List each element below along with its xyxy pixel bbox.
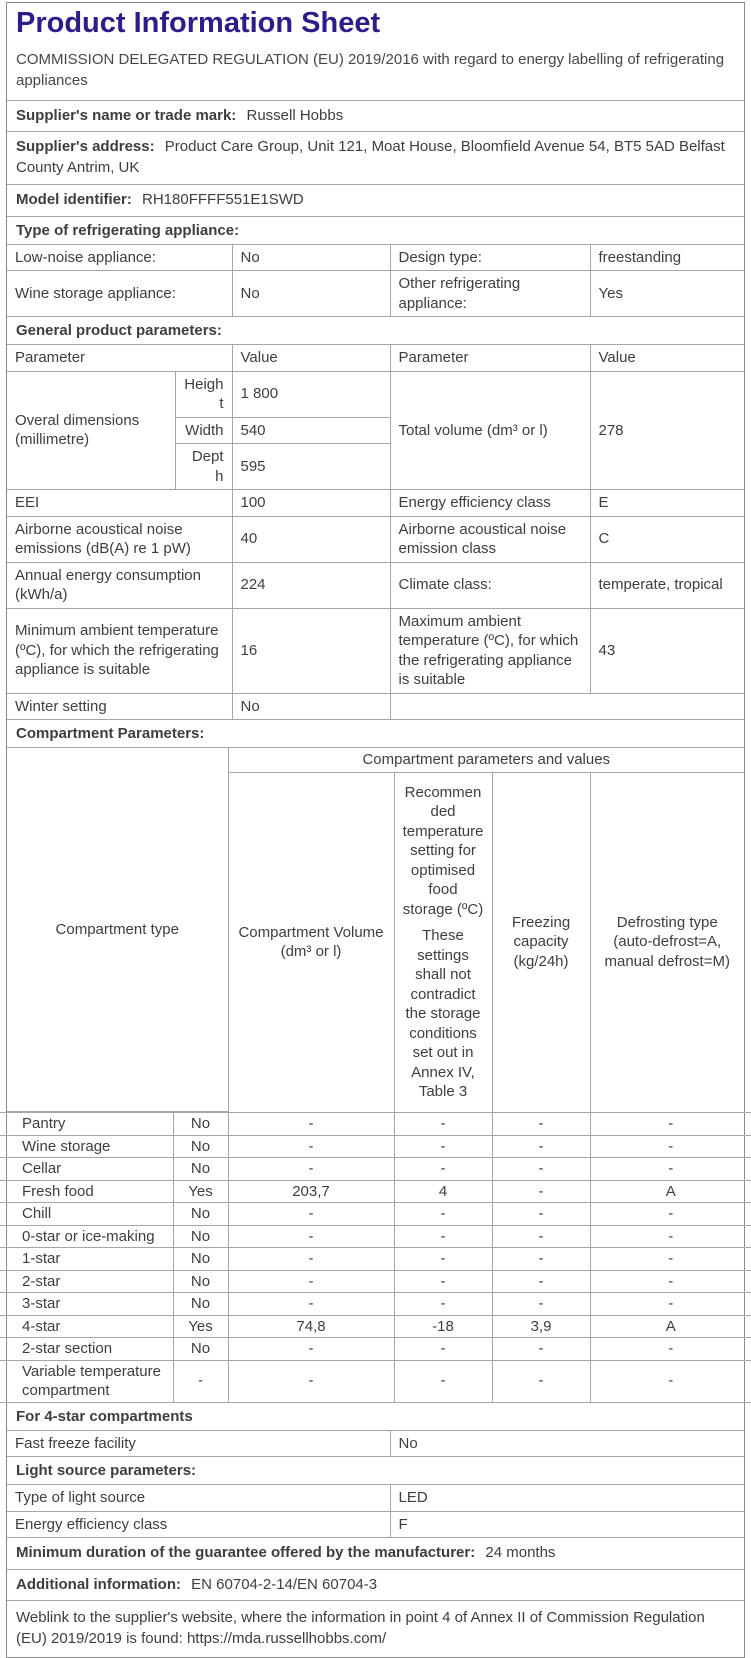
compartment-defrost-cell: A bbox=[590, 1315, 751, 1338]
compartment-present-cell: No bbox=[173, 1113, 228, 1136]
table-row bbox=[7, 516, 744, 562]
compartment-defrost-cell: - bbox=[590, 1270, 751, 1293]
supplier-address-value: Product Care Group, Unit 121, Moat House, Bloomfield Avenue 54, BT5 5AD Belfast County Antrim, UK bbox=[16, 138, 725, 177]
compartment-type-cell: Chill bbox=[0, 1203, 173, 1226]
general-param-value: 40 bbox=[232, 516, 390, 562]
sheet-frame bbox=[6, 2, 745, 1658]
compartment-temp-cell: - bbox=[394, 1225, 492, 1248]
guarantee-label: Minimum duration of the guarantee offered by the manufacturer: bbox=[16, 1544, 476, 1562]
compartment-freezing-cell: - bbox=[492, 1135, 590, 1158]
supplier-name-value: Russell Hobbs bbox=[246, 106, 344, 124]
compartment-type-cell: 0-star or ice-making bbox=[0, 1225, 173, 1248]
general-param-value: 16 bbox=[232, 608, 390, 693]
supplier-name-row bbox=[7, 101, 744, 132]
compartment-temp-cell: - bbox=[394, 1293, 492, 1316]
compartment-present-cell: No bbox=[173, 1248, 228, 1271]
compartment-volume-cell: - bbox=[228, 1135, 394, 1158]
compartment-present-cell: No bbox=[173, 1270, 228, 1293]
type-param-value: No bbox=[232, 245, 390, 271]
table-row bbox=[7, 490, 744, 517]
compartment-freezing-cell: - bbox=[492, 1203, 590, 1226]
weblink-url: https://mda.russellhobbs.com/ bbox=[186, 1630, 387, 1648]
type-param-value: Yes bbox=[590, 271, 744, 317]
model-identifier-label: Model identifier: bbox=[16, 190, 132, 208]
general-param-value: E bbox=[590, 490, 744, 517]
compartment-present-cell: No bbox=[173, 1293, 228, 1316]
table-row bbox=[7, 271, 744, 317]
compartment-defrost-cell: - bbox=[590, 1293, 751, 1316]
column-header: Parameter bbox=[7, 345, 232, 371]
table-row bbox=[7, 693, 744, 719]
general-param-value: 224 bbox=[232, 562, 390, 608]
compartment-type-cell: Variable temperature compartment bbox=[0, 1360, 173, 1402]
table-row bbox=[7, 1485, 744, 1511]
compartment-volume-cell: 203,7 bbox=[228, 1180, 394, 1203]
dimension-width-label: Width bbox=[175, 417, 232, 444]
compartment-freezing-cell: - bbox=[492, 1248, 590, 1271]
table-header-row bbox=[7, 748, 744, 772]
general-param-label: Annual energy consumption (kWh/a) bbox=[7, 562, 232, 608]
compartment-present-cell: Yes bbox=[173, 1315, 228, 1338]
table-row bbox=[7, 1431, 744, 1457]
model-identifier-row bbox=[7, 185, 744, 216]
general-param-value: 43 bbox=[590, 608, 744, 693]
compartment-defrost-cell: - bbox=[590, 1203, 751, 1226]
dimension-width-value: 540 bbox=[232, 417, 390, 444]
compartment-freezing-cell: 3,9 bbox=[492, 1315, 590, 1338]
temperature-header-paragraph: These settings shall not contradict the storage conditions set out in Annex IV, Table 3 bbox=[405, 927, 481, 1101]
compartment-present-cell: No bbox=[173, 1203, 228, 1226]
compartment-type-cell: Fresh food bbox=[0, 1180, 173, 1203]
compartment-type-header: Compartment type bbox=[7, 748, 228, 1112]
weblink-text: Weblink to the supplier's website, where the information in point 4 of Annex II of Commission Regulation (EU) 2019/2019 is found: bbox=[16, 1609, 705, 1648]
compartment-type-cell: 2-star bbox=[0, 1270, 173, 1293]
compartment-header-table bbox=[7, 748, 744, 1112]
compartment-defrost-cell: - bbox=[590, 1135, 751, 1158]
compartment-temp-cell: 4 bbox=[394, 1180, 492, 1203]
appliance-type-table bbox=[7, 245, 744, 317]
compartment-volume-cell: - bbox=[228, 1270, 394, 1293]
compartment-type-cell: Wine storage bbox=[0, 1135, 173, 1158]
table-row bbox=[0, 1158, 751, 1181]
compartment-defrost-cell: A bbox=[590, 1180, 751, 1203]
guarantee-value: 24 months bbox=[485, 1544, 556, 1562]
compartment-temp-cell: -18 bbox=[394, 1315, 492, 1338]
general-param-label: Minimum ambient temperature (ºC), for which the refrigerating appliance is suitable bbox=[7, 608, 232, 693]
compartment-freezing-cell: - bbox=[492, 1338, 590, 1361]
type-param-value: freestanding bbox=[590, 245, 744, 271]
general-param-label: Climate class: bbox=[390, 562, 590, 608]
column-header: Value bbox=[232, 345, 390, 371]
light-section-heading: Light source parameters: bbox=[16, 1462, 197, 1480]
compartment-type-cell: Pantry bbox=[0, 1113, 173, 1136]
table-row bbox=[0, 1360, 751, 1402]
general-parameters-table bbox=[7, 345, 744, 719]
dimensions-label: Overal dimensions (millimetre) bbox=[7, 371, 175, 490]
general-section-heading: General product parameters: bbox=[16, 322, 222, 340]
compartment-volume-cell: - bbox=[228, 1203, 394, 1226]
table-row bbox=[7, 608, 744, 693]
compartment-volume-cell: - bbox=[228, 1113, 394, 1136]
general-param-label: Airborne acoustical noise emissions (dB(A) re 1 pW) bbox=[7, 516, 232, 562]
type-section-heading: Type of refrigerating appliance: bbox=[16, 221, 240, 239]
freezing-capacity-header: Freezing capacity (kg/24h) bbox=[492, 772, 590, 1112]
title-block bbox=[7, 3, 744, 100]
weblink-row bbox=[7, 1601, 744, 1657]
compartment-freezing-cell: - bbox=[492, 1225, 590, 1248]
table-row bbox=[7, 1511, 744, 1537]
compartment-present-cell: Yes bbox=[173, 1180, 228, 1203]
compartment-temp-cell: - bbox=[394, 1270, 492, 1293]
dimension-depth-value: 595 bbox=[232, 444, 390, 490]
light-source-table bbox=[7, 1485, 744, 1537]
four-star-section-heading: For 4-star compartments bbox=[16, 1407, 193, 1425]
dimension-height-value: 1 800 bbox=[232, 371, 390, 417]
compartment-volume-cell: 74,8 bbox=[228, 1315, 394, 1338]
winter-setting-value: No bbox=[232, 693, 390, 719]
general-param-label: Maximum ambient temperature (ºC), for which the refrigerating appliance is suitable bbox=[390, 608, 590, 693]
table-row bbox=[0, 1315, 751, 1338]
compartment-temp-cell: - bbox=[394, 1135, 492, 1158]
additional-info-value: EN 60704-2-14/EN 60704-3 bbox=[191, 1575, 378, 1593]
guarantee-row bbox=[7, 1538, 744, 1569]
light-param-label: Energy efficiency class bbox=[7, 1511, 390, 1537]
compartment-temp-cell: - bbox=[394, 1360, 492, 1402]
table-row bbox=[0, 1203, 751, 1226]
type-param-label: Wine storage appliance: bbox=[7, 271, 232, 317]
compartment-temp-cell: - bbox=[394, 1203, 492, 1226]
compartment-present-cell: No bbox=[173, 1338, 228, 1361]
type-param-label: Low-noise appliance: bbox=[7, 245, 232, 271]
table-row bbox=[0, 1135, 751, 1158]
compartment-temp-cell: - bbox=[394, 1338, 492, 1361]
compartment-type-cell: Cellar bbox=[0, 1158, 173, 1181]
compartment-temperature-header bbox=[394, 772, 492, 1112]
compartment-freezing-cell: - bbox=[492, 1270, 590, 1293]
type-param-label: Other refrigerating appliance: bbox=[390, 271, 590, 317]
compartment-volume-header: Compartment Volume (dm³ or l) bbox=[228, 772, 394, 1112]
supplier-address-row bbox=[7, 132, 744, 183]
product-information-sheet bbox=[0, 2, 751, 1648]
light-param-label: Type of light source bbox=[7, 1485, 390, 1511]
compartment-section-heading: Compartment Parameters: bbox=[16, 725, 205, 743]
compartment-freezing-cell: - bbox=[492, 1158, 590, 1181]
compartment-defrost-cell: - bbox=[590, 1158, 751, 1181]
general-param-value: 100 bbox=[232, 490, 390, 517]
table-row bbox=[0, 1225, 751, 1248]
compartment-defrost-cell: - bbox=[590, 1225, 751, 1248]
compartment-volume-cell: - bbox=[228, 1338, 394, 1361]
table-row bbox=[0, 1248, 751, 1271]
additional-info-row bbox=[7, 1570, 744, 1601]
compartment-present-cell: - bbox=[173, 1360, 228, 1402]
compartment-freezing-cell: - bbox=[492, 1180, 590, 1203]
column-header: Value bbox=[590, 345, 744, 371]
compartment-volume-cell: - bbox=[228, 1293, 394, 1316]
dimension-height-label: Height bbox=[175, 371, 232, 417]
compartment-temp-cell: - bbox=[394, 1113, 492, 1136]
fast-freeze-label: Fast freeze facility bbox=[7, 1431, 390, 1457]
light-param-value: LED bbox=[390, 1485, 744, 1511]
light-param-value: F bbox=[390, 1511, 744, 1537]
fast-freeze-table bbox=[7, 1431, 744, 1457]
compartment-present-cell: No bbox=[173, 1225, 228, 1248]
table-row bbox=[0, 1180, 751, 1203]
table-row bbox=[0, 1338, 751, 1361]
model-identifier-value: RH180FFFF551E1SWD bbox=[142, 190, 304, 208]
compartment-volume-cell: - bbox=[228, 1225, 394, 1248]
table-header-row bbox=[7, 345, 744, 371]
compartment-volume-cell: - bbox=[228, 1360, 394, 1402]
table-row bbox=[0, 1270, 751, 1293]
compartment-defrost-cell: - bbox=[590, 1338, 751, 1361]
additional-info-label: Additional information: bbox=[16, 1575, 181, 1593]
empty-cell bbox=[390, 693, 744, 719]
general-param-label: Energy efficiency class bbox=[390, 490, 590, 517]
compartment-freezing-cell: - bbox=[492, 1293, 590, 1316]
compartment-type-cell: 2-star section bbox=[0, 1338, 173, 1361]
compartment-freezing-cell: - bbox=[492, 1360, 590, 1402]
total-volume-label: Total volume (dm³ or l) bbox=[390, 371, 590, 490]
table-row bbox=[0, 1293, 751, 1316]
compartment-defrost-cell: - bbox=[590, 1113, 751, 1136]
supplier-name-label: Supplier's name or trade mark: bbox=[16, 106, 237, 124]
table-row bbox=[7, 562, 744, 608]
general-param-value: C bbox=[590, 516, 744, 562]
supplier-address-label: Supplier's address: bbox=[16, 138, 155, 156]
defrosting-type-header: Defrosting type (auto-defrost=A, manual defrost=M) bbox=[590, 772, 744, 1112]
compartment-data-table bbox=[0, 1112, 751, 1403]
table-row bbox=[7, 245, 744, 271]
compartment-defrost-cell: - bbox=[590, 1248, 751, 1271]
general-param-value: temperate, tropical bbox=[590, 562, 744, 608]
general-param-label: Airborne acoustical noise emission class bbox=[390, 516, 590, 562]
compartment-defrost-cell: - bbox=[590, 1360, 751, 1402]
compartment-type-cell: 3-star bbox=[0, 1293, 173, 1316]
compartment-freezing-cell: - bbox=[492, 1113, 590, 1136]
compartment-present-cell: No bbox=[173, 1158, 228, 1181]
compartment-type-cell: 1-star bbox=[0, 1248, 173, 1271]
type-param-value: No bbox=[232, 271, 390, 317]
compartment-volume-cell: - bbox=[228, 1158, 394, 1181]
compartment-volume-cell: - bbox=[228, 1248, 394, 1271]
total-volume-value: 278 bbox=[590, 371, 744, 490]
compartment-type-cell: 4-star bbox=[0, 1315, 173, 1338]
dimension-depth-label: Depth bbox=[175, 444, 232, 490]
table-row bbox=[0, 1113, 751, 1136]
compartment-present-cell: No bbox=[173, 1135, 228, 1158]
page-title: Product Information Sheet bbox=[16, 7, 381, 39]
compartment-temp-cell: - bbox=[394, 1158, 492, 1181]
compartment-group-header: Compartment parameters and values bbox=[228, 748, 744, 772]
compartment-temp-cell: - bbox=[394, 1248, 492, 1271]
temperature-header-paragraph: Recommended temperature setting for optimised food storage (ºC) bbox=[402, 783, 484, 918]
winter-setting-label: Winter setting bbox=[7, 693, 232, 719]
table-row bbox=[7, 371, 744, 417]
fast-freeze-value: No bbox=[390, 1431, 744, 1457]
general-param-label: EEI bbox=[7, 490, 232, 517]
column-header: Parameter bbox=[390, 345, 590, 371]
page-subtitle: COMMISSION DELEGATED REGULATION (EU) 2019/2016 with regard to energy labelling of refrigerating appliances bbox=[16, 50, 725, 89]
type-param-label: Design type: bbox=[390, 245, 590, 271]
